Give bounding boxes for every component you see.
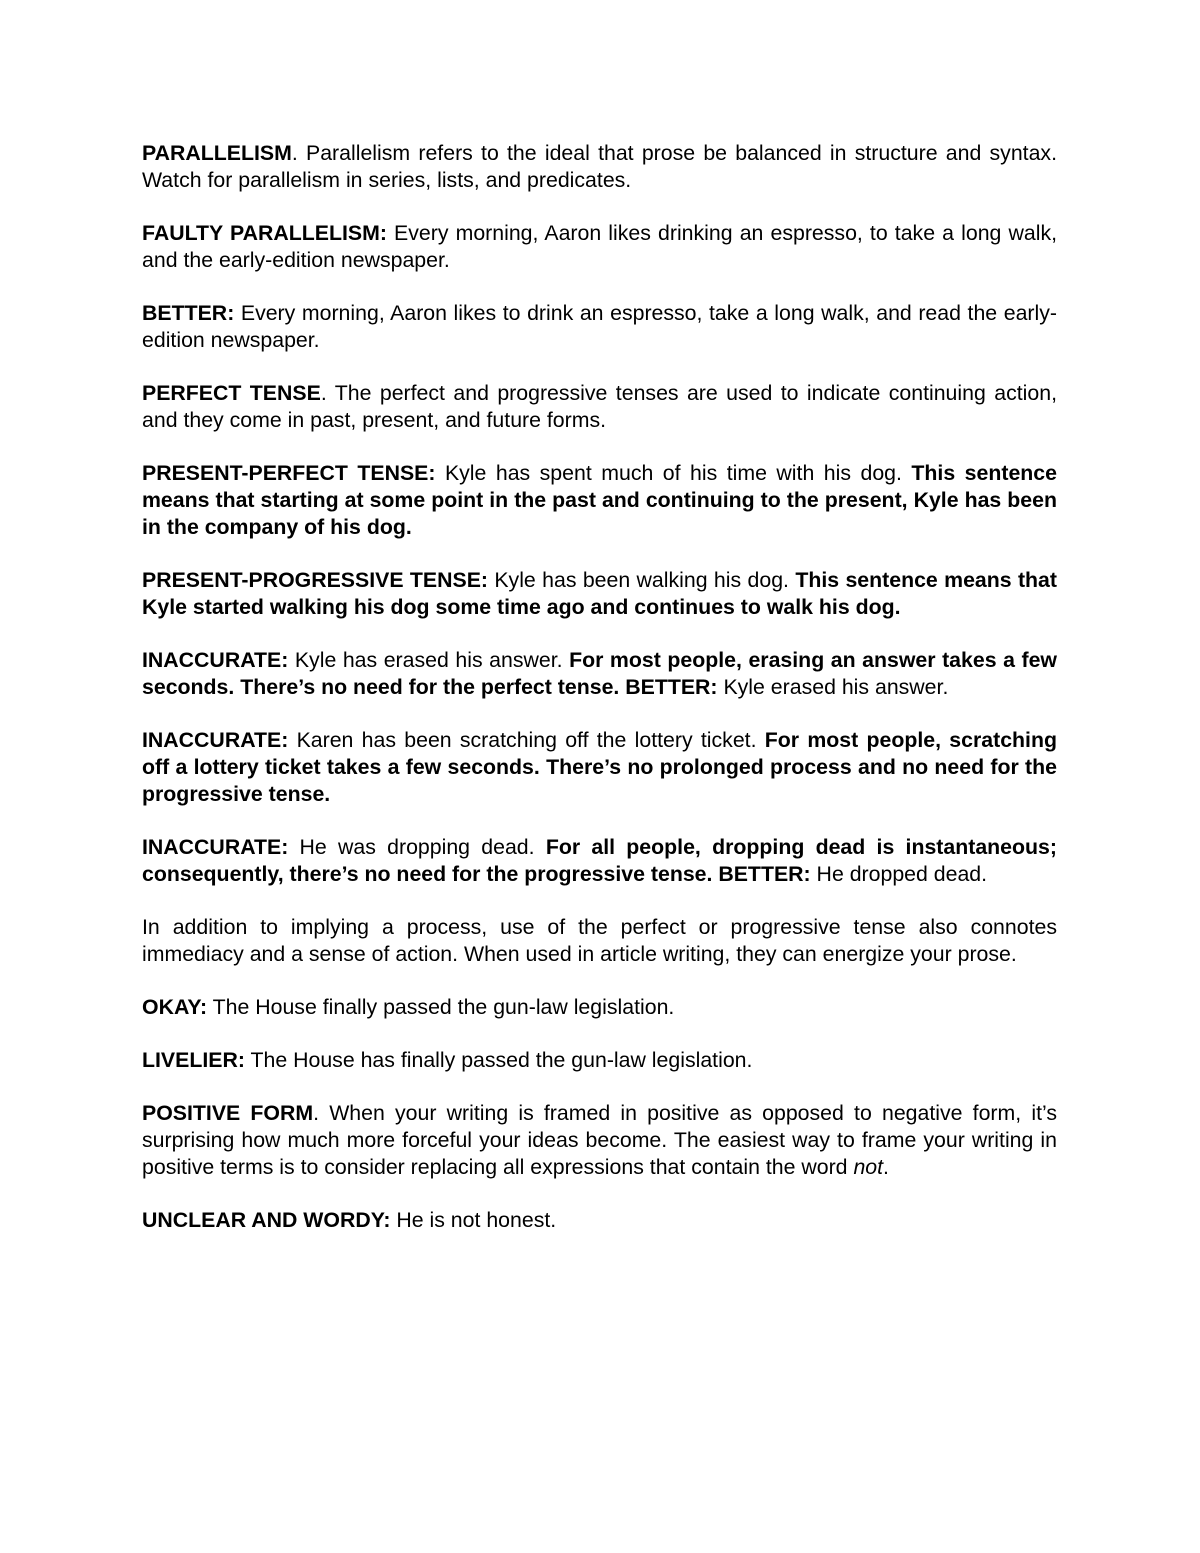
bold-text-run: This sentence means that Kyle started walking his dog some time ago and continues to walk his dog.	[142, 568, 1057, 619]
paragraph-present-perfect-tense	[142, 460, 1057, 541]
bold-text-run: BETTER:	[142, 301, 235, 325]
bold-text-run: This sentence means that starting at some point in the past and continuing to the present, Kyle has been in the company of his dog.	[142, 461, 1057, 539]
bold-text-run: UNCLEAR AND WORDY:	[142, 1208, 391, 1232]
bold-text-run: For most people, erasing an answer takes a few seconds. There’s no need for the perfect tense. BETTER:	[142, 648, 1057, 699]
bold-text-run: POSITIVE FORM	[142, 1101, 314, 1125]
paragraph-okay	[142, 994, 1057, 1021]
text-run: . The perfect and progressive tenses are used to indicate continuing action, and they come in past, present, and future forms.	[142, 381, 1057, 432]
paragraph-better-parallelism	[142, 300, 1057, 354]
bold-text-run: PARALLELISM	[142, 141, 292, 165]
paragraph-inaccurate-lottery	[142, 727, 1057, 808]
text-run: .	[883, 1155, 889, 1179]
text-run: Kyle has erased his answer.	[288, 648, 570, 672]
bold-text-run: INACCURATE:	[142, 835, 289, 859]
bold-text-run: FAULTY PARALLELISM:	[142, 221, 387, 245]
text-run: He was dropping dead.	[288, 835, 546, 859]
paragraph-perfect-tense	[142, 380, 1057, 434]
text-run: Every morning, Aaron likes to drink an espresso, take a long walk, and read the early-edition newspaper.	[142, 301, 1057, 352]
text-run: . Parallelism refers to the ideal that prose be balanced in structure and syntax. Watch for parallelism in series, lists, and predicates.	[142, 141, 1057, 192]
paragraph-present-progressive-tense	[142, 567, 1057, 621]
paragraph-inaccurate-dropping	[142, 834, 1057, 888]
bold-text-run: PRESENT-PERFECT TENSE:	[142, 461, 436, 485]
paragraph-unclear-and-wordy	[142, 1207, 1057, 1234]
paragraph-positive-form	[142, 1100, 1057, 1181]
bold-text-run: INACCURATE:	[142, 648, 289, 672]
text-run: Karen has been scratching off the lottery ticket.	[288, 728, 765, 752]
text-run: He is not honest.	[390, 1208, 557, 1232]
text-run: Every morning, Aaron likes drinking an espresso, to take a long walk, and the early-edition newspaper.	[142, 221, 1058, 272]
text-run: Kyle has spent much of his time with his dog.	[435, 461, 912, 485]
text-run: He dropped dead.	[810, 862, 988, 886]
text-run: In addition to implying a process, use of the perfect or progressive tense also connotes immediacy and a sense of action. When used in article writing, they can energize your prose.	[142, 915, 1057, 966]
bold-text-run: PERFECT TENSE	[142, 381, 321, 405]
paragraph-in-addition	[142, 914, 1057, 968]
bold-text-run: For all people, dropping dead is instantaneous; consequently, there’s no need for the progressive tense. BETTER:	[142, 835, 1057, 886]
paragraph-livelier	[142, 1047, 1057, 1074]
paragraph-parallelism	[142, 140, 1057, 194]
text-run: The House finally passed the gun-law legislation.	[207, 995, 675, 1019]
paragraph-faulty-parallelism	[142, 220, 1057, 274]
paragraph-inaccurate-erased	[142, 647, 1057, 701]
bold-text-run: PRESENT-PROGRESSIVE TENSE:	[142, 568, 488, 592]
text-run: Kyle has been walking his dog.	[488, 568, 796, 592]
document-page	[142, 140, 1057, 1260]
text-run: . When your writing is framed in positive as opposed to negative form, it’s surprising how much more forceful your ideas become. The easiest way to frame your writing in positive terms is to consider replacing all expressions that contain the word	[142, 1101, 1058, 1179]
bold-text-run: OKAY:	[142, 995, 208, 1019]
bold-text-run: LIVELIER:	[142, 1048, 245, 1072]
bold-text-run: For most people, scratching off a lottery ticket takes a few seconds. There’s no prolonged process and no need for the progressive tense.	[142, 728, 1057, 806]
italic-text-run: not	[853, 1155, 884, 1179]
text-run: Kyle erased his answer.	[717, 675, 949, 699]
bold-text-run: INACCURATE:	[142, 728, 289, 752]
text-run: The House has finally passed the gun-law legislation.	[244, 1048, 753, 1072]
